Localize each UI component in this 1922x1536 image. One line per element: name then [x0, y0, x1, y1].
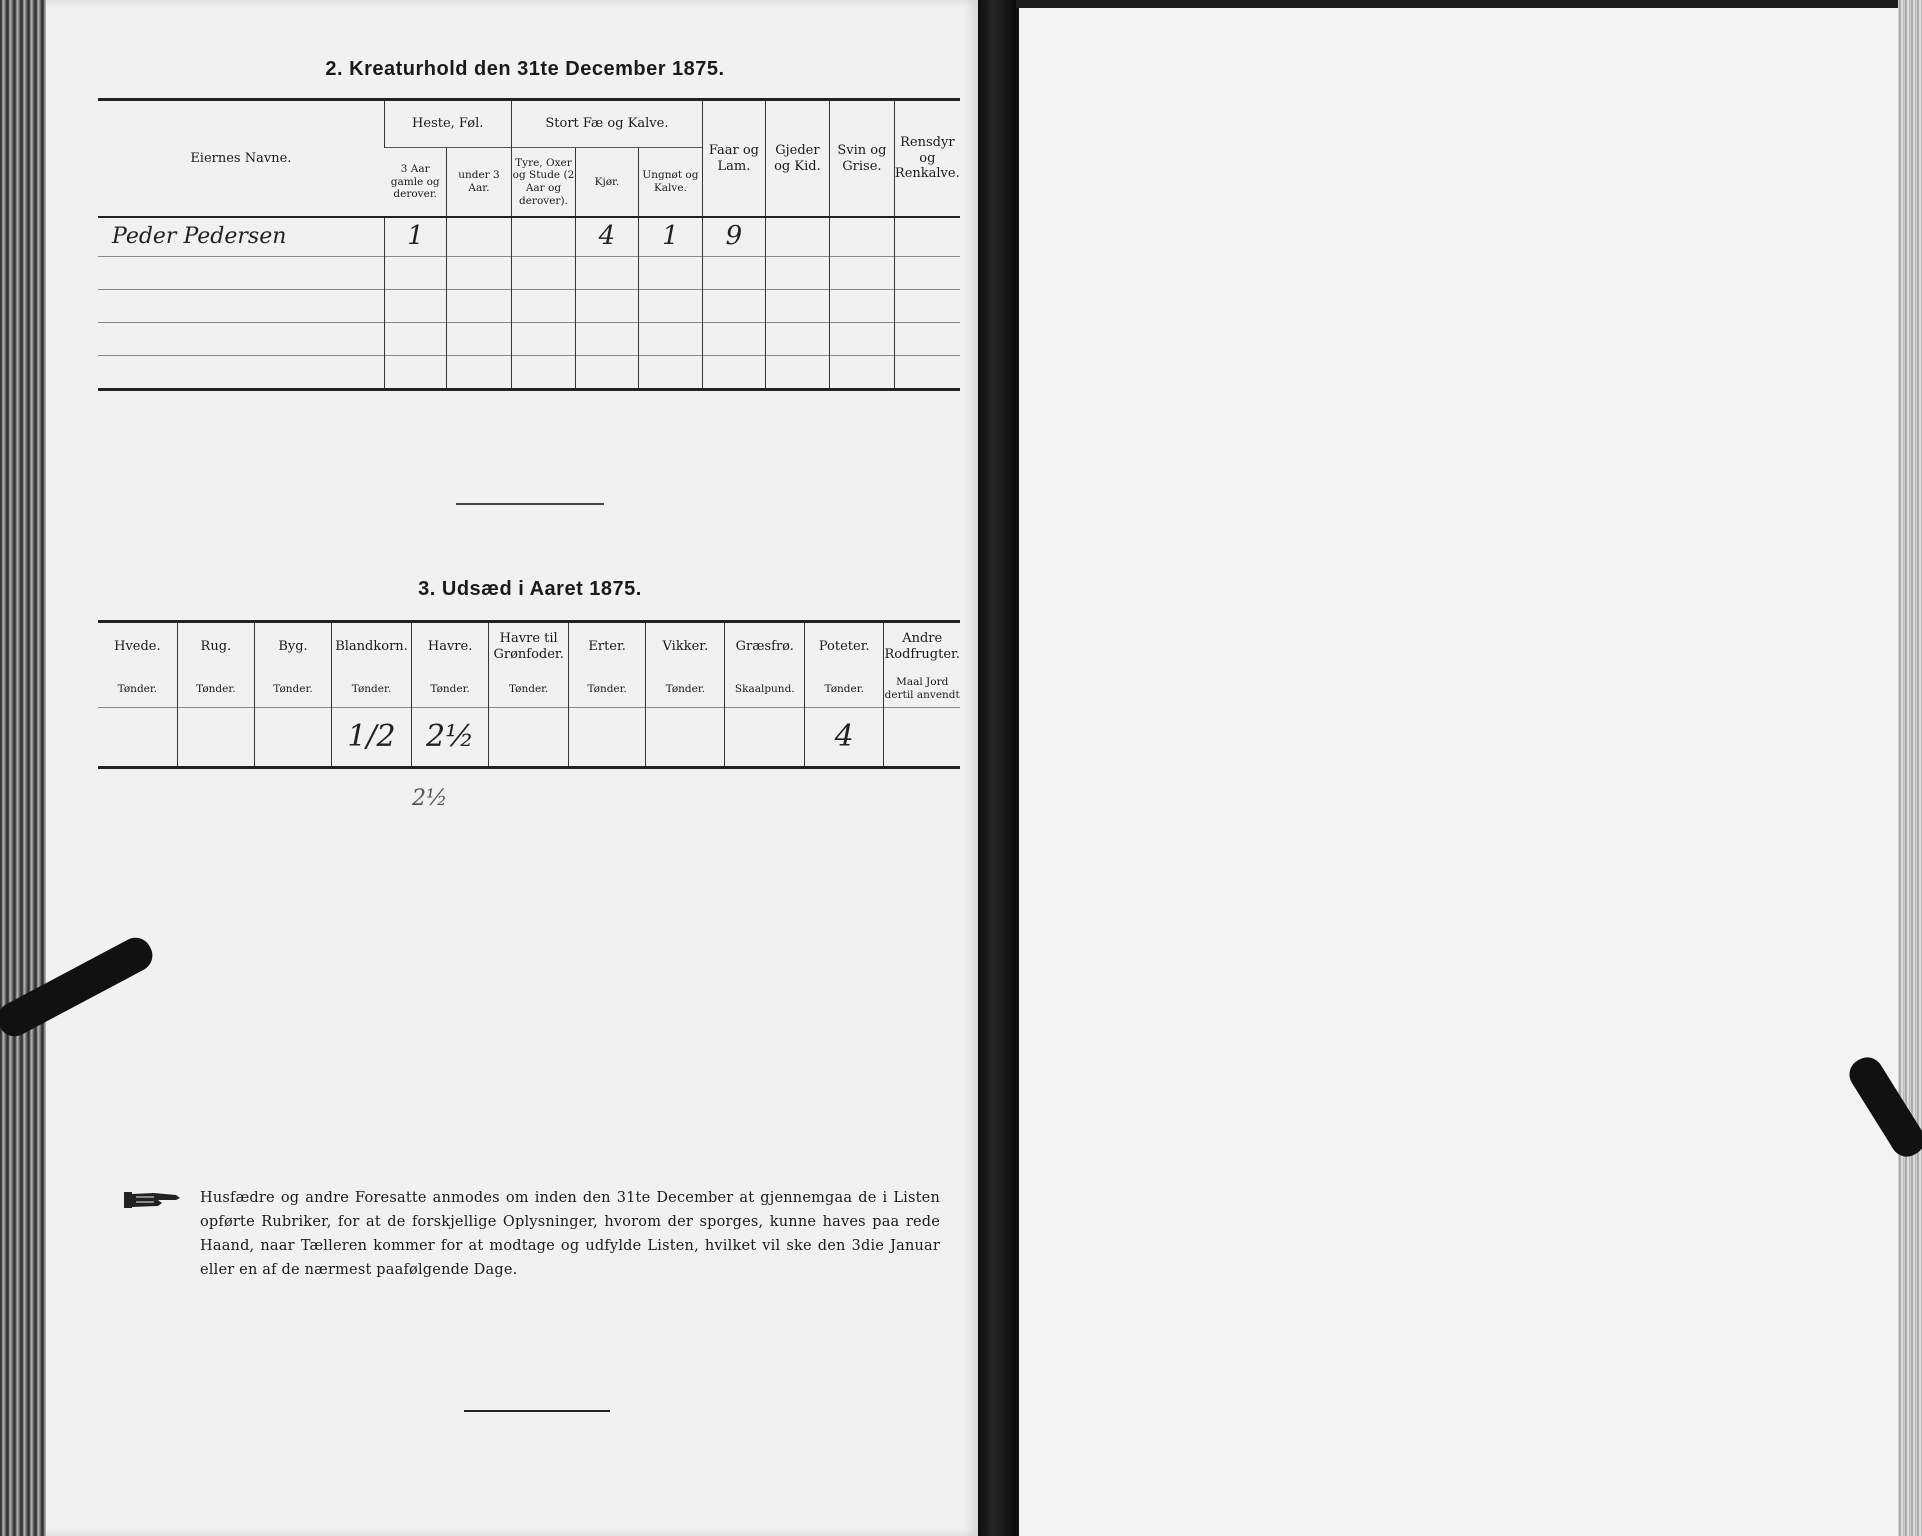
seed-value-8 [725, 708, 805, 768]
seed-header-0: Hvede. [114, 639, 161, 655]
seed-unit-10: Maal Jord dertil anvendt [884, 671, 960, 708]
cell-bulls [511, 217, 576, 257]
separator-rule [456, 503, 604, 505]
seed-value-1 [177, 708, 254, 768]
seed-header-8: Græsfrø. [725, 622, 805, 672]
cell-sheep: 9 [703, 217, 765, 257]
seed-value-6 [569, 708, 646, 768]
seed-value-0 [98, 708, 177, 768]
cell-pigs [830, 217, 895, 257]
owner-name: Peder Pedersen [98, 217, 384, 257]
seed-unit-9: Tønder. [805, 671, 884, 708]
seed-header-4: Havre. [411, 622, 488, 672]
header-cattle: Stort Fæ og Kalve. [511, 100, 702, 148]
marginal-mark: 2½ [412, 786, 448, 811]
seed-unit-7: Tønder. [646, 671, 725, 708]
header-horses-young: under 3 Aar. [447, 148, 512, 218]
seed-unit-8: Skaalpund. [725, 671, 805, 708]
cell-cows: 4 [576, 217, 638, 257]
seed-value-5 [489, 708, 569, 768]
seed-value-7 [646, 708, 725, 768]
table-row [98, 356, 960, 390]
seed-header-10: Andre Rodfrugter. [884, 622, 960, 672]
cell-reindeer [894, 217, 960, 257]
seed-value-2 [254, 708, 331, 768]
seed-unit-1: Tønder. [177, 671, 254, 708]
seed-header-2: Byg. [254, 622, 331, 672]
cell-horses-old: 1 [384, 217, 446, 257]
table-row [98, 217, 960, 257]
seed-unit-5: Tønder. [489, 671, 569, 708]
book-gutter [978, 0, 1016, 1536]
seed-table [98, 620, 960, 769]
pointing-hand-icon [124, 1188, 182, 1210]
table-row [98, 708, 960, 768]
cell-horses-young [447, 217, 512, 257]
table-row [98, 323, 960, 356]
header-cattle-cows: Kjør. [576, 148, 638, 218]
header-cattle-young: Ungnøt og Kalve. [638, 148, 703, 218]
header-horses: Heste, Føl. [384, 100, 511, 148]
seed-unit-3: Tønder. [332, 671, 412, 708]
section3-title: 3. Udsæd i Aaret 1875. [418, 578, 642, 600]
seed-header-9: Poteter. [805, 622, 884, 672]
seed-value-3: 1/2 [332, 708, 412, 768]
instructions-notice: Husfædre og andre Foresatte anmodes om inden den 31te December at gjennemgaa de i Listen opførte Rubriker, for at de forskjellige Oplysninger, hvorom der sporges, kunne haves paa rede Haand, naar Tælleren kommer for at modtage og udfylde Listen, hvilket vil ske den 3die Januar eller en af de nærmest paafølgende Dage. [200, 1190, 940, 1278]
seed-header-6: Erter. [569, 622, 646, 672]
livestock-table [98, 98, 960, 391]
seed-header-names [98, 622, 960, 672]
header-horses-old: 3 Aar gamle og derover. [384, 148, 446, 218]
header-cattle-bulls: Tyre, Oxer og Stude (2 Aar og derover). [511, 148, 576, 218]
seed-unit-2: Tønder. [254, 671, 331, 708]
cell-young-cattle: 1 [638, 217, 703, 257]
seed-value-9: 4 [805, 708, 884, 768]
right-page-edge [1898, 0, 1922, 1536]
table-row [98, 290, 960, 323]
bottom-rule [464, 1410, 610, 1412]
seed-header-1: Rug. [177, 622, 254, 672]
seed-header-5: Havre til Grønfoder. [489, 622, 569, 672]
header-reindeer: Rensdyr og Renkalve. [894, 100, 960, 218]
right-page-blank [1016, 8, 1901, 1536]
seed-value-4: 2½ [411, 708, 488, 768]
cell-goats [765, 217, 830, 257]
seed-unit-0: Tønder. [117, 682, 158, 695]
header-goats: Gjeder og Kid. [765, 100, 830, 218]
seed-header-units [98, 671, 960, 708]
header-pigs: Svin og Grise. [830, 100, 895, 218]
seed-unit-6: Tønder. [569, 671, 646, 708]
header-sheep: Faar og Lam. [703, 100, 765, 218]
seed-value-10 [884, 708, 960, 768]
seed-header-3: Blandkorn. [332, 622, 412, 672]
section2-title: 2. Kreaturhold den 31te December 1875. [325, 58, 725, 80]
table-row [98, 257, 960, 290]
seed-header-7: Vikker. [646, 622, 725, 672]
seed-unit-4: Tønder. [411, 671, 488, 708]
header-owner: Eiernes Navne. [190, 150, 292, 166]
